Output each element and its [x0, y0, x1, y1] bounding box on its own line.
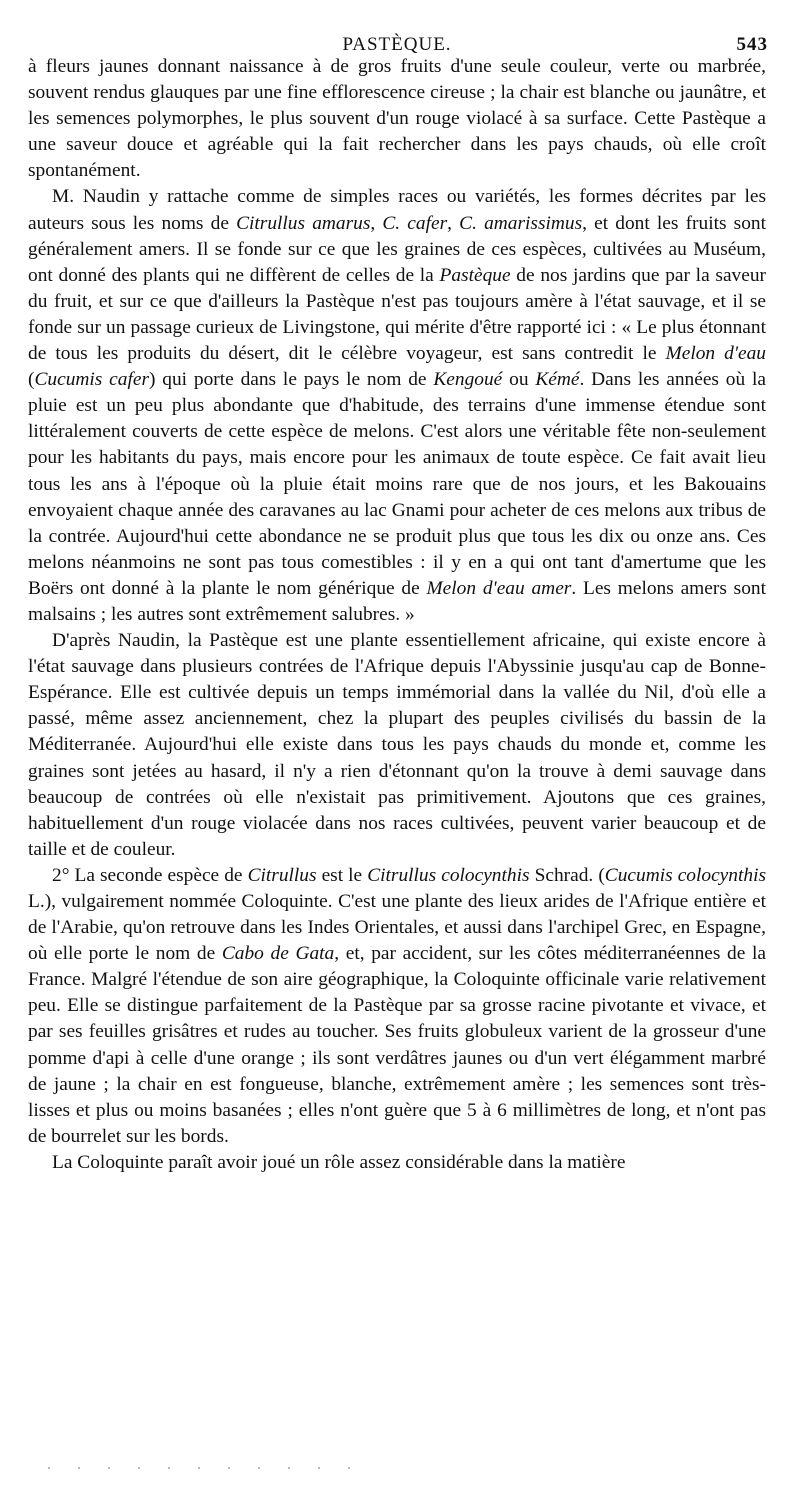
italic-term: C. cafer: [382, 212, 448, 234]
italic-term: C. amarissimus: [459, 212, 583, 234]
italic-term: Pastèque: [439, 264, 511, 286]
running-title: PASTÈQUE.: [342, 34, 452, 55]
text-run: à fleurs jaunes donnant naissance à de gros fruits d'une seule couleur, verte ou marbrée, souvent rendus glauques par une fine efflorescence cireuse ; la chair est blanche ou jaunâtre, et les semences polymorphes, le plus souvent d'un rouge violacé à sa surface. Cette Pastèque a une saveur douce et agréable qui la fait rechercher dans les pays chauds, où elle croît spontanément.: [28, 56, 766, 182]
italic-term: Citrullus: [247, 864, 317, 886]
body-text: [28, 54, 766, 1176]
text-run: ,: [370, 212, 383, 234]
text-run: de nos jardins que par la saveur du fruit, et sur ce que d'ailleurs la Pastèque n'est pas toujours amère à l'état sauvage, et il se fonde sur un passage curieux de Livingstone, qui mérite d'être rapporté ici : « Le plus étonnant de tous les produits du désert, dit le célèbre voyageur, est sans contredit le: [28, 264, 767, 365]
italic-term: Kémé: [535, 369, 580, 391]
page-number: 543: [736, 34, 768, 55]
italic-term: Citrullus amarus: [236, 212, 371, 234]
paragraph: [28, 863, 766, 1150]
text-run: ou: [502, 369, 536, 391]
text-run: M. Naudin y rattache comme de simples races ou variétés, les formes décrites par les auteurs sous les noms de: [28, 186, 766, 234]
paragraph: [28, 1150, 766, 1176]
italic-term: Cucumis cafer: [34, 369, 150, 391]
text-run: Schrad. (: [529, 864, 605, 886]
text-run: . Dans les années où la pluie est un peu plus abondante que d'habitude, des terrains d'une immense étendue sont littéralement couverts de cette espèce de melons. C'est alors une véritable fête non-seulement pour les habitants du pays, mais encore pour les animaux de toute espèce. Ce fait avait lieu tous les ans à l'époque où la pluie était moins rare que de nos jours, et les Bakouains envoyaient chaque année des caravanes au lac Gnami pour acheter de ces melons aux tribus de la contrée. Aujourd'hui cette abondance ne se produit plus que tous les dix ou onze ans. Ces melons néanmoins ne sont pas tous comestibles : il y en a qui ont tant d'amertume que les Boërs ont donné à la plante le nom générique de: [28, 369, 766, 599]
book-page: [28, 28, 766, 1176]
italic-term: Cucumis colocynthis: [604, 864, 767, 886]
running-header: [28, 28, 766, 54]
text-run: , et, par accident, sur les côtes méditerranéennes de la France. Malgré l'étendue de son aire géographique, la Coloquinte officinale varie relativement peu. Elle se distingue parfaitement de la Pastèque par sa grosse racine pivotante et vivace, et par ses feuilles grisâtres et rudes au toucher. Ses fruits globuleux varient de la grosseur d'une pomme d'api à celle d'une orange ; ils sont verdâtres jaunes ou d'un vert élégamment marbré de jaune ; la chair en est fongueuse, blanche, extrêmement amère ; les semences sont très-lisses et plus ou moins basanées ; elles n'ont guère que 5 à 6 millimètres de long, et n'ont pas de bourrelet sur les bords.: [28, 943, 766, 1147]
paragraph: [28, 628, 766, 863]
text-run: , et dont les fruits sont généralement amers. Il se fonde sur ce que les graines de ces espèces, cultivées au Muséum, ont donné des plants qui ne diffèrent de celles de la: [28, 212, 766, 286]
text-run: ) qui porte dans le pays le nom de: [149, 369, 434, 391]
paragraph: [28, 54, 766, 184]
text-run: La Coloquinte paraît avoir joué un rôle assez considérable dans la matière: [52, 1151, 626, 1173]
text-run: ,: [447, 212, 460, 234]
text-run: (: [28, 369, 35, 391]
italic-term: Kengoué: [433, 369, 503, 391]
text-run: est le: [316, 864, 368, 886]
paragraph: [28, 184, 766, 628]
italic-term: Citrullus colocynthis: [367, 864, 530, 886]
text-run: 2° La seconde espèce de: [52, 864, 248, 886]
italic-term: Melon d'eau: [665, 343, 766, 365]
text-run: . Les melons amers sont malsains ; les autres sont extrêmement salubres. »: [28, 577, 766, 625]
italic-term: Cabo de Gata: [221, 943, 335, 965]
bottom-speckle-line: [34, 1466, 364, 1470]
text-run: D'après Naudin, la Pastèque est une plante essentiellement africaine, qui existe encore à l'état sauvage dans plusieurs contrées de l'Afrique depuis l'Abyssinie jusqu'au cap de Bonne-Espérance. Elle est cultivée depuis un temps immémorial dans la vallée du Nil, d'où elle a passé, même assez anciennement, chez la plupart des peuples civilisés du bassin de la Méditerranée. Aujourd'hui elle existe dans tous les pays chauds du monde et, comme les graines sont jetées au hasard, il n'y a rien d'étonnant qu'on la trouve à demi sauvage dans beaucoup de contrées où elle n'existait pas primitivement. Ajoutons que ces graines, habituellement d'un rouge violacée dans nos races cultivées, peuvent varier beaucoup et de taille et de couleur.: [28, 630, 766, 860]
text-run: L.), vulgairement nommée Coloquinte. C'est une plante des lieux arides de l'Afrique entière et de l'Arabie, qu'on retrouve dans les Indes Orientales, et aussi dans l'archipel Grec, en Espagne, où elle porte le nom de: [28, 891, 766, 965]
italic-term: Melon d'eau amer: [426, 577, 572, 599]
